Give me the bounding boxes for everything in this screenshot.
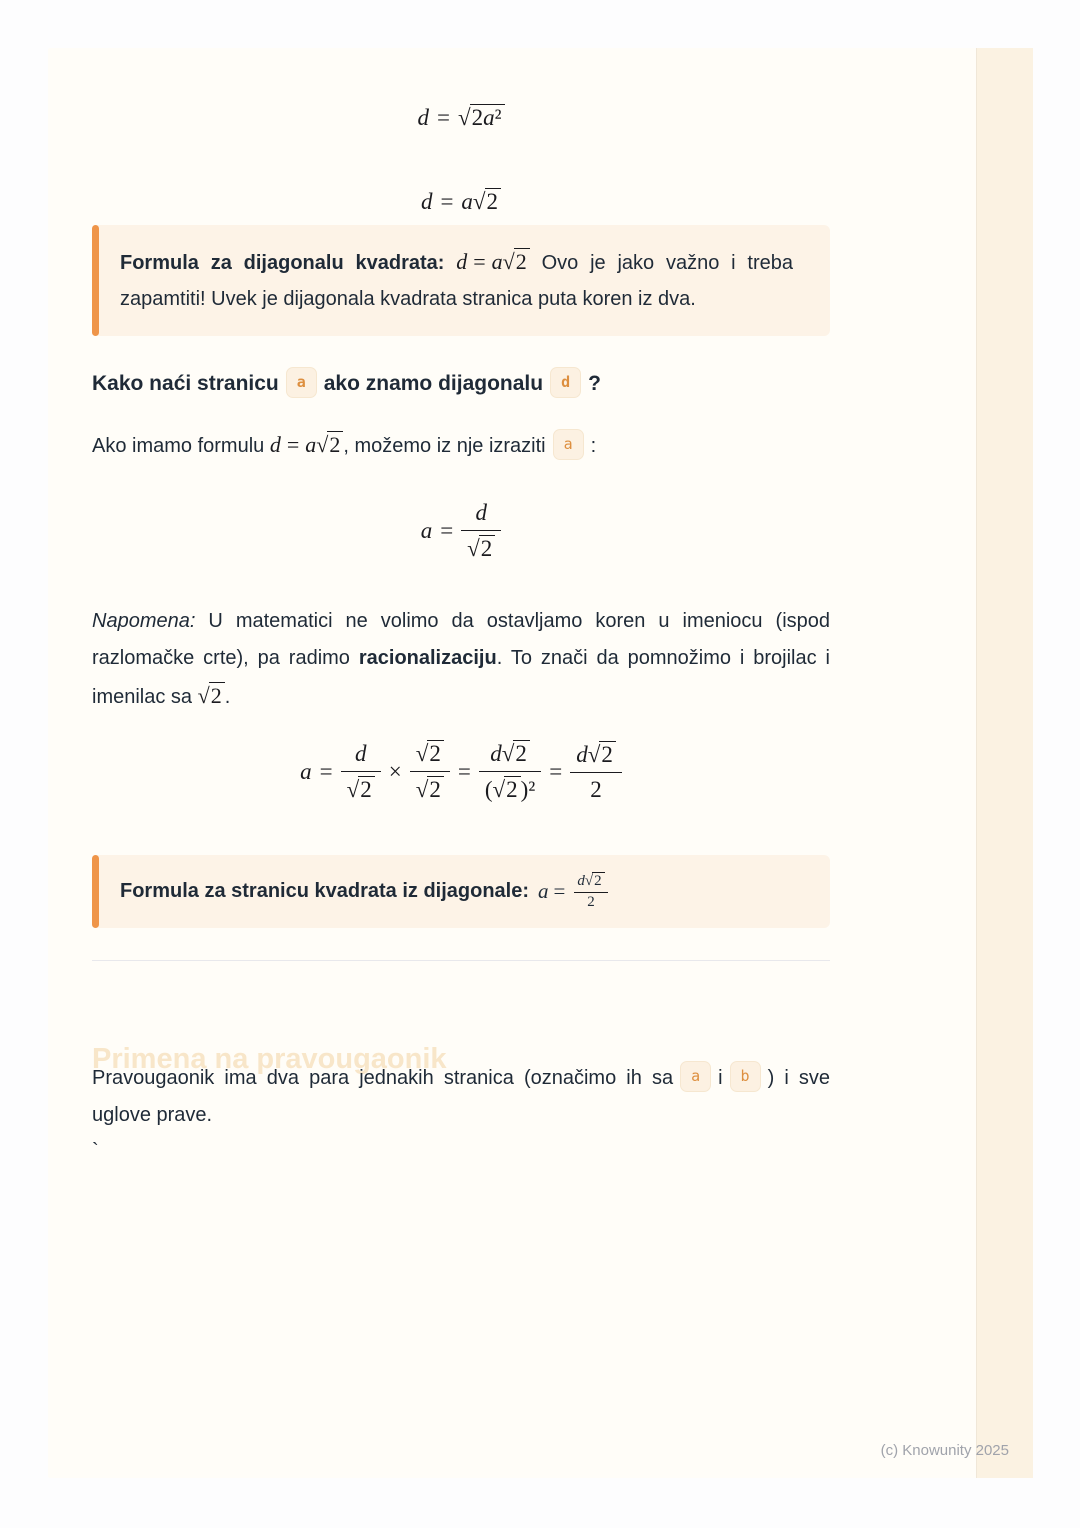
math-equals: = [440, 188, 454, 214]
note-text: razlomačke crte), pa radimo [92, 647, 350, 669]
inline-code-chip-a: a [286, 367, 317, 398]
radicand: 2 [504, 776, 521, 802]
denominator [341, 771, 381, 803]
radicand: 2 [592, 872, 605, 890]
radicand: 2 [427, 776, 444, 802]
callout-text: Ovo je jako važno i treba [541, 252, 794, 274]
paragraph-text: i [718, 1067, 723, 1089]
inline-code-chip-b: b [730, 1061, 761, 1092]
paragraph-pravougaonik [92, 1060, 830, 1134]
formula-d-a-sqrt2 [92, 188, 830, 215]
math-equals: = [319, 758, 333, 784]
radicand: 2 [513, 740, 530, 766]
math-paren: ( [484, 777, 493, 802]
math-var-a: a [483, 105, 495, 130]
math-var-d: d [490, 741, 502, 766]
radical [588, 742, 616, 767]
paragraph-line [92, 1060, 830, 1097]
numerator [341, 741, 381, 771]
radical [347, 777, 375, 802]
note-text: . [224, 686, 231, 708]
note-line [92, 677, 830, 716]
math-sup: ² [528, 777, 536, 802]
fraction [570, 741, 622, 803]
math-var-d: d [420, 188, 433, 214]
radical-sign: √ [587, 741, 601, 767]
inline-formula [198, 683, 225, 708]
math-equals: = [436, 104, 450, 130]
copyright-text: (c) Knowunity 2025 [880, 1442, 1009, 1459]
math-equals: = [473, 249, 486, 274]
radical-sign: √ [457, 105, 471, 130]
note-text: . To znači da pomnožimo i brojilac i [496, 647, 830, 669]
radical-sign: √ [415, 777, 429, 802]
section-heading-primena-na-pravougaonik: Primena na pravougaonik [92, 1043, 447, 1075]
radical-sign: √ [316, 432, 329, 457]
radical-sign: √ [472, 189, 486, 214]
radical [416, 741, 444, 766]
radical-sign: √ [197, 683, 210, 708]
denominator: 2 [574, 892, 607, 911]
page-edge-stripe [976, 48, 1033, 1478]
inline-code-chip-a: a [680, 1061, 711, 1092]
math-var-a: a [461, 188, 473, 214]
denominator [461, 530, 501, 562]
math-var-a: a [305, 432, 317, 457]
math-row [92, 188, 830, 215]
stray-backtick-char: ` [92, 1140, 99, 1162]
math-equals: = [553, 879, 566, 903]
inline-formula [456, 249, 530, 274]
numerator [574, 872, 607, 892]
fraction [461, 500, 501, 562]
math-var-a: a [420, 518, 433, 543]
paragraph-text: Pravougaonik ima dva para jednakih stranica (označimo ih sa [92, 1067, 674, 1089]
page-content [92, 48, 830, 1478]
callout-diagonal-formula [92, 225, 830, 336]
math-sup: ² [494, 105, 502, 130]
callout-bold-label: Formula za dijagonalu kvadrata: [120, 252, 445, 274]
note-paragraph [92, 603, 830, 716]
radical-sign: √ [502, 249, 515, 274]
math-equals: = [549, 758, 563, 784]
callout-line [120, 872, 793, 911]
section-heading-kako-naci-stranicu [92, 368, 830, 400]
math-var-d: d [417, 104, 429, 130]
paragraph-line [92, 1097, 830, 1134]
math-var-a: a [300, 758, 312, 784]
paragraph-text: ) i sve [767, 1067, 830, 1089]
note-line [92, 640, 830, 677]
math-var-a: a [491, 249, 503, 274]
radical [473, 188, 501, 215]
note-line [92, 603, 830, 640]
radicand: 2 [599, 741, 616, 767]
radicand: 2 [514, 248, 530, 273]
math-row [92, 104, 830, 131]
math-num: 2 [471, 105, 484, 130]
callout-side-formula [92, 855, 830, 928]
math-equals: = [440, 518, 454, 543]
radical-sign: √ [492, 777, 506, 802]
radical-sign: √ [346, 776, 360, 802]
document-page [48, 48, 1033, 1478]
fraction [574, 872, 607, 911]
radical [458, 104, 505, 131]
radicand: 2 [427, 740, 444, 766]
math-paren: ) [520, 777, 529, 802]
math-times: × [388, 758, 402, 784]
radicand: 2 [358, 776, 375, 802]
heading-text: ? [588, 372, 601, 395]
radical [503, 249, 530, 274]
math-var-d: d [576, 741, 588, 767]
radicand [470, 104, 505, 130]
math-row [92, 740, 830, 803]
math-var-d: d [456, 249, 468, 274]
radicand: 2 [485, 188, 502, 214]
note-text: U matematici ne volimo da ostavljamo koren u imeniocu (ispod [208, 610, 831, 632]
numerator [461, 500, 501, 530]
inline-code-chip-d: d [550, 367, 581, 398]
inline-formula [538, 879, 570, 904]
math-var-d: d [475, 500, 487, 525]
note-label: Napomena: [92, 610, 196, 632]
numerator [479, 740, 541, 771]
numerator [570, 741, 622, 772]
fraction [479, 740, 541, 803]
inline-code-chip-a: a [553, 429, 584, 460]
math-var-d: d [577, 873, 585, 889]
callout-bold-label: Formula za stranicu kvadrata iz dijagonale: [120, 880, 530, 902]
heading-text: ako znamo dijagonalu [323, 372, 544, 395]
radical-sign: √ [415, 741, 429, 766]
math-var-a: a [538, 879, 549, 903]
radical [198, 683, 225, 708]
paragraph-ako-imamo-formulu [92, 426, 830, 465]
radical [493, 777, 521, 802]
denominator [479, 771, 541, 803]
math-equals: = [457, 758, 471, 784]
note-text: imenilac sa [92, 686, 193, 708]
radical [502, 741, 530, 766]
math-row [92, 500, 830, 562]
radical [585, 873, 605, 889]
callout-line [120, 281, 793, 317]
radical-sign: √ [501, 741, 515, 766]
paragraph-text: Ako imamo formulu [92, 435, 265, 457]
fraction [410, 740, 450, 803]
numerator [410, 740, 450, 771]
math-var-d: d [269, 432, 281, 457]
radical-sign: √ [584, 873, 594, 889]
callout-line [120, 244, 793, 281]
callout-text: zapamtiti! Uvek je dijagonala kvadrata stranica puta koren iz dva. [120, 288, 696, 310]
paragraph-text: uglove prave. [92, 1104, 213, 1126]
denominator [570, 772, 622, 803]
fraction [341, 741, 381, 803]
section-divider [92, 960, 830, 961]
radical [416, 777, 444, 802]
math-num: 2 [590, 776, 602, 802]
formula-d-sqrt-2a2 [92, 104, 830, 131]
heading-text: Kako naći stranicu [92, 372, 279, 395]
inline-formula [270, 432, 344, 457]
denominator [410, 771, 450, 803]
radical [316, 432, 343, 457]
math-equals: = [286, 432, 300, 457]
paragraph-text: : [590, 435, 597, 457]
note-bold-word: racionalizaciju [358, 647, 497, 669]
formula-rationalization [92, 740, 830, 803]
paragraph-text: , možemo iz nje izraziti [343, 435, 546, 457]
radical-sign: √ [467, 536, 480, 561]
radicand: 2 [327, 431, 343, 456]
radical [467, 536, 495, 561]
radicand: 2 [209, 682, 225, 707]
math-var-d: d [354, 740, 367, 766]
radicand: 2 [479, 535, 496, 561]
formula-a-d-over-sqrt2 [92, 500, 830, 562]
